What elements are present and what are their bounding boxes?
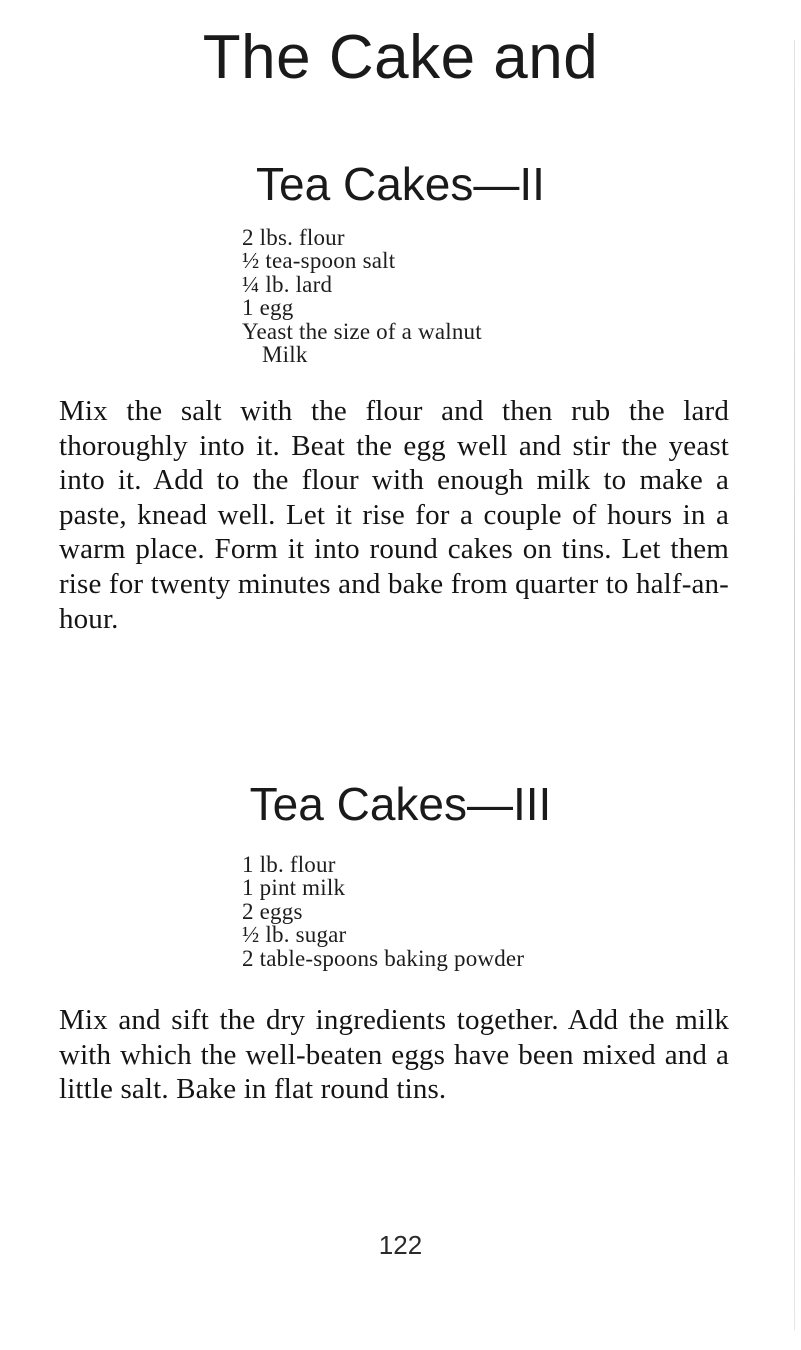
ingredient-item: Yeast the size of a walnut <box>242 318 482 344</box>
ingredient-list <box>242 853 524 970</box>
ingredient-item: Milk <box>262 342 308 368</box>
recipe-title: Tea Cakes—III <box>249 778 552 830</box>
ingredient-item: ½ tea-spoon salt <box>242 248 396 274</box>
running-head: The Cake and <box>202 23 599 92</box>
ingredient-item: 1 egg <box>242 295 294 321</box>
ingredient-item: ¼ lb. lard <box>242 271 333 297</box>
page-number: 122 <box>378 1230 423 1260</box>
ingredient-item: 2 table-spoons baking powder <box>242 945 525 971</box>
ingredient-item: 2 eggs <box>242 898 303 924</box>
recipe-title: Tea Cakes—II <box>256 158 545 210</box>
ingredient-list <box>242 226 482 366</box>
ingredient-item: 2 lbs. flour <box>242 225 345 250</box>
recipe-method: Mix the salt with the flour and then rub the lard thoroughly into it. Beat the egg well and stir the yeast into it. Add to the flour with enough milk to make a paste, knead well. Let it rise for a couple of hours in a warm place. Form it into round cakes on tins. Let them rise for twenty minutes and bake from quarter to half-an-hour. <box>59 395 729 635</box>
ingredient-item: 1 lb. flour <box>242 852 336 877</box>
ingredient-item: 1 pint milk <box>242 875 346 901</box>
recipe-method: Mix and sift the dry ingredients together. Add the milk with which the well-beaten eggs have been mixed and a little salt. Bake in flat round tins. <box>59 1004 729 1106</box>
page-edge-line <box>794 40 795 1330</box>
ingredient-item: ½ lb. sugar <box>242 922 347 948</box>
